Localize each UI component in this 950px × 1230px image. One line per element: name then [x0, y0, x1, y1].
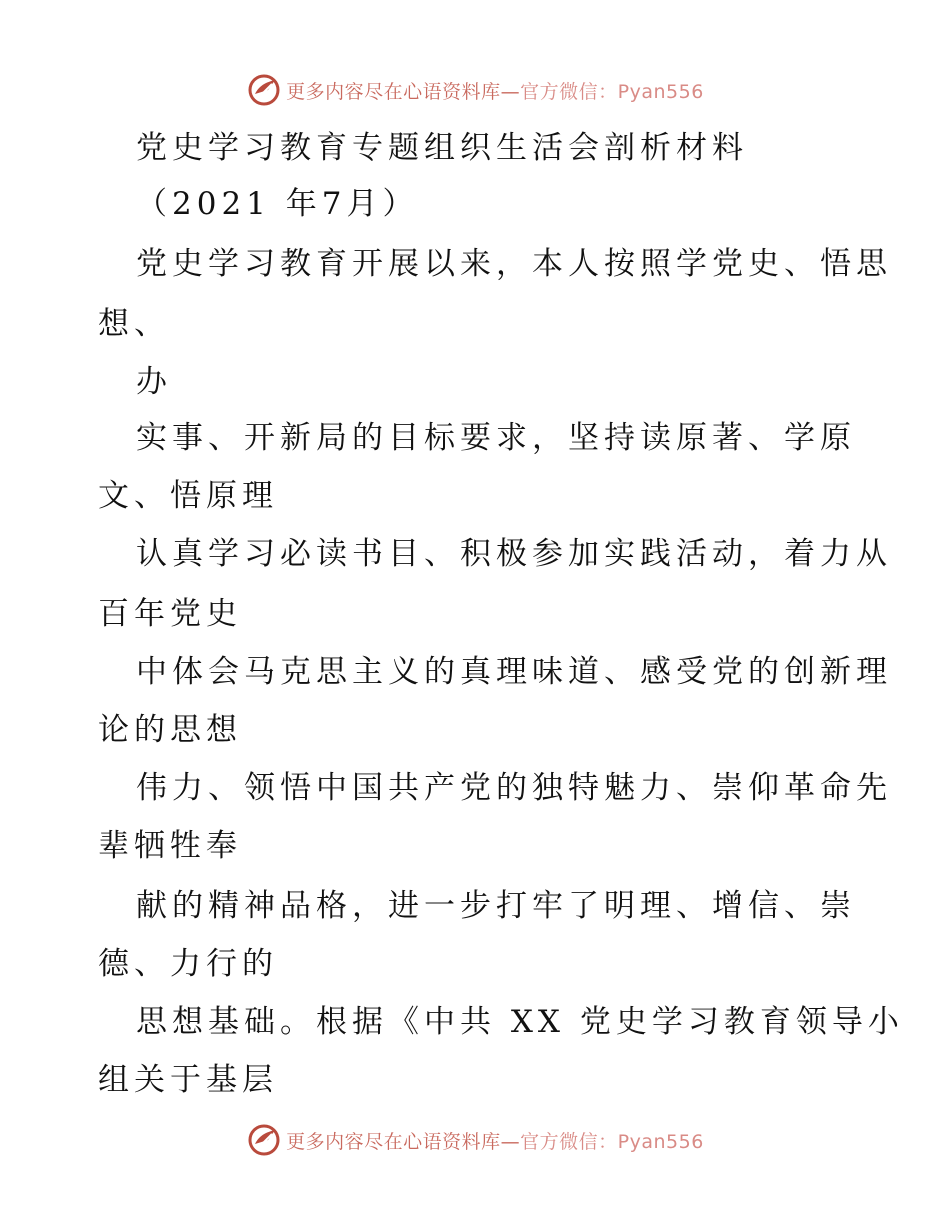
- paragraph-line: 德、力行的: [98, 946, 278, 982]
- document-date: （2021 年7月）: [136, 186, 419, 222]
- document-title: 党史学习教育专题组织生活会剖析材料: [136, 130, 748, 166]
- paragraph-line: 论的思想: [98, 712, 242, 748]
- paragraph-line: 文、悟原理: [98, 478, 278, 514]
- paragraph-line: 办: [136, 364, 172, 400]
- watermark-banner-bottom: [0, 1120, 950, 1160]
- paragraph-line: 认真学习必读书目、积极参加实践活动，着力从: [136, 536, 892, 572]
- paragraph-line: 实事、开新局的目标要求，坚持读原著、学原: [136, 420, 856, 456]
- book-logo-icon: [246, 1122, 282, 1158]
- paragraph-line: 思想基础。根据《中共 XX 党史学习教育领导小: [136, 1004, 904, 1040]
- paragraph-line: 伟力、领悟中国共产党的独特魅力、崇仰革命先: [136, 770, 892, 806]
- watermark-text: 更多内容尽在心语资料库—官方微信：Pyan556: [286, 80, 704, 103]
- paragraph-line: 想、: [98, 306, 170, 342]
- paragraph-line: 百年党史: [98, 596, 242, 632]
- paragraph-line: 中体会马克思主义的真理味道、感受党的创新理: [136, 654, 892, 690]
- paragraph-line: 献的精神品格，进一步打牢了明理、增信、崇: [136, 888, 856, 924]
- book-logo-icon: [246, 72, 282, 108]
- watermark-banner-top: [0, 70, 950, 110]
- paragraph-line: 组关于基层: [98, 1062, 278, 1098]
- paragraph-line: 党史学习教育开展以来，本人按照学党史、悟思: [136, 246, 892, 282]
- paragraph-line: 辈牺牲奉: [98, 828, 242, 864]
- watermark-text: 更多内容尽在心语资料库—官方微信：Pyan556: [286, 1130, 704, 1153]
